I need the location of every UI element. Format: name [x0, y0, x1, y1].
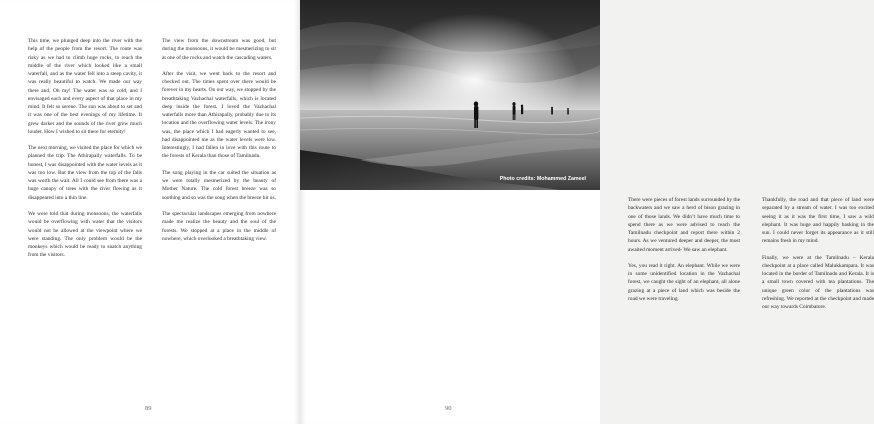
paragraph: After the visit, we went back to the resort and checked out. The times spent over there would be forever in my hearts. On our way, we stopped by the breathtaking Vazhachal waterfalls, which is located deep inside the forest. I loved the Vazhachal waterfalls more than Athirapally, probably due to its location and the overflowing water levels. The irony was, the place which I had eagerly wanted to see, had disappointed me as the water levels were low. Interestingly, I had fallen in love with this route to the forests of Kerala than those of Tamilnadu. — [162, 70, 276, 160]
beach-sunset-photo — [300, 0, 600, 190]
right-page-column-2 — [762, 196, 874, 320]
right-page-column-1 — [628, 196, 740, 311]
paragraph: This time, we plunged deep into the river with the help of the people from the resort. The route was risky as we had to climb huge rocks, to reach the middle of the river which looked like a small waterfall, and as the water fell into a steep cavity, it was really beautiful to watch. We made our way there and, Oh my! The water was so cold, and I envisaged each and every aspect of that place in my mind. It felt so serene. The sun was about to set and it was one of the best evenings of my lifetime. It grew darker and the sounds of the river grew much louder. How I wished to sit there for eternity! — [28, 38, 142, 135]
paragraph: Yes, you read it right. An elephant. While we were in some unidentified location in the Vazhachal forest, we caught the sight of an elephant, all alone grazing at a piece of land which was beside the road we were traveling. — [628, 262, 740, 302]
photo-graphic — [300, 0, 600, 190]
left-page — [0, 0, 300, 424]
paragraph: The next morning, we visited the place for which we planned the trip. The Athirapally waterfalls. To be honest, I was disappointed with the water levels as it was too low. But the view from the top of the falls was worth the wait. All I could see from there was a huge canopy of trees with the river flowing as it disappeared into a thin line. — [28, 145, 142, 201]
paragraph: Thankfully, the road and that piece of land were separated by a stream of water. I was too excited seeing it as it was the first time, I saw a wild elephant. It was huge and happily basking in the sun. I could never forget its appearance as it still remains fresh in my mind. — [762, 197, 874, 245]
left-page-column-2 — [162, 37, 276, 251]
left-page-column-1 — [28, 37, 142, 268]
paragraph: The spectacular landscapes emerging from nowhere made me realize the beauty and the soul of the forests. We stopped at a place in the middle of nowhere, which overlooked a breathtaking view. — [162, 211, 276, 242]
paragraph: There were pieces of forest lands surrounded by the backwaters and we saw a herd of bison grazing in one of those lands. We didn’t have much time to spend there as we were advised to reach the Tamilnadu checkpoint and report there within 2 hours. As we ventured deeper and deeper, the most awaited moment arrived- We saw an elephant. — [628, 197, 740, 253]
photo-credit: Photo credits: Mohammed Zameel — [499, 176, 586, 182]
page-number: 89 — [145, 405, 152, 412]
page-number: 90 — [445, 405, 452, 412]
paragraph: Finally, we were at the Tamilnadu – Kerala checkpoint at a place called Malukkampara. It was located in the border of Tamilnadu and Kerala. It is a small town covered with tea plantations. The unique green color of the plantations was refreshing. We reported at the checkpoint and made our way towards Coimbatore. — [762, 254, 874, 311]
paragraph: The song playing in the car suited the situation as we were totally mesmerized by the beauty of Mother Nature. The cold forest breeze was so soothing and so was the song when the breeze hit us. — [162, 169, 276, 201]
paragraph: We were told that during monsoons, the waterfalls would be overflowing with water that the visitors would not be allowed at the viewpoint where we were standing. The only problem would be the monkeys which would be ready to snatch anything from the visitors. — [28, 211, 142, 259]
paragraph: The view from the downstream was good, but during the monsoons, it would be mesmerizing to sit at one of the rocks and watch the cascading waters. — [162, 38, 276, 61]
